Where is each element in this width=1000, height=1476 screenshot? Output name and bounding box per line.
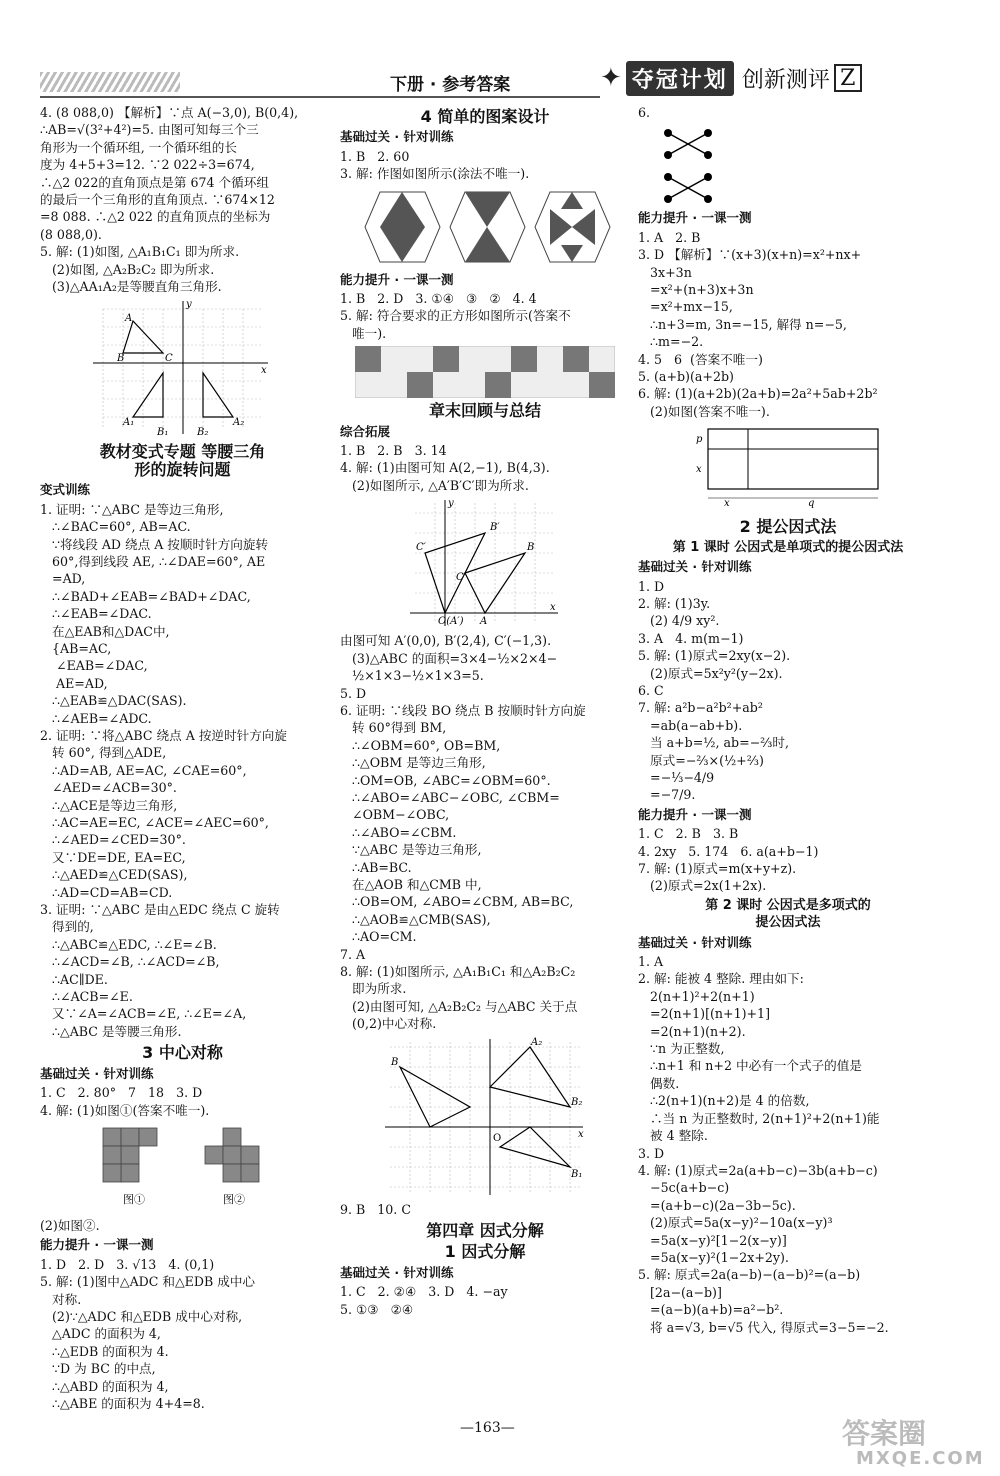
central-symmetry-grid-figure (385, 1037, 585, 1197)
basics-answer-5: 5. 解: (1)原式=2xy(x−2). (2)原式=5x²y²(y−2x). (638, 648, 791, 681)
brand-mark: Z (834, 64, 862, 92)
basics-answer-3: 3. A 4. m(m−1) (638, 630, 744, 646)
section-title-pattern: 4 简单的图案设计 (420, 107, 550, 126)
svg-text:y: y (185, 299, 192, 311)
section-title-line-1: 教材变式专题 等腰三角 (99, 442, 266, 462)
lesson-1-title: 第 1 课时 公因式是单项式的提公因式法 (672, 539, 904, 555)
answer-6-label: 6. (638, 105, 651, 120)
column-2 (340, 104, 630, 1318)
review-answers: 1. B 2. B 3. 14 (340, 443, 447, 459)
rotation-grid-figure (410, 498, 560, 628)
ability-answer-6: 6. 解: (1)(a+2b)(2a+b)=2a²+5ab+2b² (2)如图(答案不唯一). (638, 386, 878, 419)
review-answer-4c: 由图可知 A′(0,0), B′(2,4), C′(−1,3). (3)△ABC 的面积=3×4−½×2×4− ½×1×3−½×1×3=5. (340, 633, 558, 684)
factor-answers-2: 5. ①③ ②④ (340, 1301, 414, 1317)
ability-answer-5: 5. 解: (1)图中△ADC 和△EDB 成中心 对称. (2)∵△ADC 和△EDB 成中心对称, △ADC 的面积为 4, ∴△EDB 的面积为 4. ∵D 为 BC 的中点, ∴△ABD 的面积为 4, ∴△ABE 的面积为 4+4=8. (40, 1274, 256, 1411)
ability-answers: 1. D 2. D 3. √13 4. (0,1) (40, 1256, 215, 1272)
ability-answer-3: 3. D 【解析】∵(x+3)(x+n)=x²+nx+ 3x+3n =x²+(n+3)x+3n =x²+mx−15, ∴n+3=m, 3n=−15, 解得 n=−5, ∴m=−2. (638, 247, 862, 350)
subhead-ability: 能力提升 · 一课一测 (638, 210, 752, 226)
svg-text:p: p (696, 434, 703, 446)
subhead-comprehensive: 综合拓展 (340, 423, 391, 439)
subhead-basics-2: 基础过关 · 针对训练 (638, 934, 752, 950)
column-1 (40, 104, 325, 1412)
proof-3: 3. 证明: ∵△ABC 是由△EDC 绕点 C 旋转 得到的, ∴△ABC≌△EDC, ∴∠E=∠B. ∴∠ACD=∠B, ∴∠ACD=∠B, ∴AC∥DE. ∴∠ACB=∠E. 又∵∠A=∠ACB=∠E, ∴∠E=∠A, ∴△ABC 是等腰三角形. (40, 902, 280, 1039)
ability-answer-5: 5. 解: 符合要求的正方形如图所示(答案不 唯一). (340, 308, 571, 341)
lesson-2-line-1: 第 2 课时 公因式是多项式的 (705, 897, 871, 913)
subhead-ability-2: 能力提升 · 一课一测 (638, 806, 752, 822)
subhead-basics-2: 基础过关 · 针对训练 (340, 1264, 454, 1280)
lesson-2-title (638, 897, 938, 932)
page-number: —163— (460, 1420, 515, 1436)
review-answer-8: 8. 解: (1)如图所示, △A₁B₁C₁ 和△A₂B₂C₂ 即为所求. (2)由图可知, △A₂B₂C₂ 与△ABC 关于点 (0,2)中心对称. (340, 964, 578, 1032)
subhead-basics: 基础过关 · 针对训练 (638, 559, 752, 575)
brand-sub: 创新测评 (741, 67, 830, 93)
svg-text:A: A (480, 616, 488, 628)
subhead-ability: 能力提升 · 一课一测 (340, 271, 454, 287)
ability2-answers-4: 4. 2xy 5. 174 6. a(a+b−1) (638, 843, 819, 859)
header-title: 下册 · 参考答案 (390, 75, 511, 95)
svg-text:A₁: A₁ (122, 417, 134, 429)
subhead-basics: 基础过关 · 针对训练 (340, 129, 454, 145)
bird-icon: ✦ (600, 63, 622, 93)
section-title-factorization: 1 因式分解 (444, 1242, 526, 1262)
section-title-variant (40, 443, 325, 478)
svg-text:C: C (164, 353, 173, 365)
svg-text:x: x (724, 498, 730, 510)
svg-text:B₂: B₂ (571, 1096, 583, 1108)
figure-label-2: 图② (222, 1192, 245, 1206)
watermark-url: MXQE.COM (856, 1448, 985, 1469)
lesson2-answer-2: 2. 解: 能被 4 整除. 理由如下: 2(n+1)²+2(n+1) =2(n+1)[(n+1)+1] =2(n+1)(n+2). ∵n 为正整数, ∴n+1 和 n+2 中必有一个式子的值是 偶数. ∴2(n+1)(n+2)是 4 的倍数, ∴当 n 为正整数时, 2(n+1)²+2(n+1)能 被 4 整除. (638, 971, 880, 1144)
brand (600, 58, 862, 98)
factor-answers: 1. C 2. ②④ 3. D 4. −ay (340, 1284, 508, 1300)
svg-text:B: B (116, 353, 124, 365)
basics-answer-3: 3. 解: 作图如图所示(涂法不唯一). (340, 166, 530, 182)
review-answer-6: 6. 证明: ∵线段 BO 绕点 B 按顺时针方向旋 转 60°得到 BM, ∴∠OBM=60°, OB=BM, ∴△OBM 是等边三角形, ∴OM=OB, ∠ABC=∠OBM=60°. ∴∠ABO=∠ABC−∠OBC, ∠CBM= ∠OBM−∠OBC, ∴∠ABO=∠CBM. ∵△ABC 是等边三角形, ∴AB=BC. 在△AOB 和△CMB 中, ∴OB=OM, ∠ABO=∠CBM, AB=BC, ∴△AOB≌△CMB(SAS), ∴AO=CM. (340, 702, 586, 945)
header-rule (40, 96, 600, 98)
brand-name: 夺冠计划 (626, 61, 734, 96)
basics-answer-1: 1. D (638, 578, 665, 594)
basics-answer-6: 6. C (638, 682, 664, 698)
ability-answer-5: 5. (a+b)(a+2b) (638, 369, 734, 385)
subhead-ability: 能力提升 · 一课一测 (40, 1237, 154, 1253)
matching-dots-figure (658, 125, 718, 205)
svg-text:B₂: B₂ (196, 427, 208, 439)
lesson-2-line-2: 提公因式法 (755, 915, 821, 931)
proof-1: 1. 证明: ∵△ABC 是等边三角形, ∴∠BAC=60°, AB=AC. ∵将线段 AD 绕点 A 按顺时针方向旋转 60°,得到线段 AE, ∴∠DAE=60°, AE =AD, ∴∠BAD+∠EAB=∠BAD+∠DAC, ∴∠EAB=∠DAC. 在△EAB和△DAC中, {AB=AC, ∠EAB=∠DAC, AE=AD, ∴△EAB≌△DAC(SAS). ∴∠AEB=∠ADC. (40, 501, 269, 726)
answer-4: 4. (8 088,0) 【解析】∵点 A(−3,0), B(0,4), ∴AB=√(3²+4²)=5. 由图可知每三个三 角形为一个循环组, 一个循环组的长 度为 4+5+3=12. ∵2 022÷3=674, ∴△2 022的直角顶点是第 674 个循环组 的最后一个三角形的直角顶点. ∵674×12 =8 088. ∴△2 022 的直角顶点的坐标为 (8 088,0). (40, 105, 299, 242)
basics-answers: 1. C 2. 80° 7 18 3. D (40, 1085, 203, 1101)
ability-answers: 1. A 2. B (638, 229, 701, 245)
proof-2: 2. 证明: ∵将△ABC 绕点 A 按逆时针方向旋 转 60°, 得到△ADE, ∴AD=AB, AE=AC, ∠CAE=60°, ∠AED=∠ACB=30°. ∴△ACE是等边三角形, ∴AC=AE=EC, ∠ACE=∠AEC=60°, ∴∠AED=∠CED=30°. 又∵DE=DE, EA=EC, ∴△AED≌△CED(SAS), ∴AD=CD=AB=CD. (40, 727, 287, 900)
basics-answer-7: 7. 解: a²b−a²b²+ab² =ab(a−ab+b). 当 a+b=½, ab=−⅔时, 原式=−⅔×(½+⅔) =−⅓−4/9 =−7/9. (638, 700, 789, 803)
lesson2-answer-1: 1. A (638, 954, 664, 970)
ability2-answer-7: 7. 解: (1)原式=m(x+y+z). (2)原式=2x(1+2x). (638, 861, 797, 894)
svg-text:B: B (391, 1056, 399, 1068)
svg-text:q: q (808, 498, 815, 510)
basics-answers: 1. B 2. 60 (340, 148, 410, 164)
section-title-center-symmetry: 3 中心对称 (142, 1043, 223, 1063)
review-answer-4: 4. 解: (1)由图可知 A(2,−1), B(4,3). (2)如图所示, △A′B′C′即为所求. (340, 460, 550, 493)
review-answer-7: 7. A (340, 946, 366, 962)
subhead-variant: 变式训练 (40, 482, 91, 498)
svg-text:x: x (696, 464, 702, 476)
ability-answers: 1. B 2. D 3. ①④ ③ ② 4. 4 (340, 291, 537, 307)
chapter-4-title: 第四章 因式分解 (426, 1221, 544, 1241)
svg-text:B₁: B₁ (571, 1168, 583, 1180)
header-stripe (40, 72, 180, 92)
cross-shapes-figure (83, 1123, 283, 1213)
review-answer-5: 5. D (340, 685, 367, 701)
rectangle-area-figure (688, 424, 888, 514)
lesson2-answer-4: 4. 解: (1)原式=2a(a+b−c)−3b(a+b−c) −5c(a+b−c) =(a+b−c)(2a−3b−5c). (2)原式=5a(x−y)²−10a(x−y)³ =5a(x−y)²[1−2(x−y)] =5a(x−y)²(1−2x+2y). (638, 1162, 878, 1265)
triangle-grid-figure (93, 299, 273, 439)
svg-text:B: B (527, 542, 535, 554)
svg-text:A₂: A₂ (232, 417, 244, 429)
review-answer-9: 9. B 10. C (340, 1201, 411, 1217)
lesson2-answer-5: 5. 解: 原式=2a(a−b)−(a−b)²=(a−b) [2a−(a−b)] =(a−b)(a+b)=a²−b². 将 a=√3, b=√5 代入, 得原式=3−5=−2. (638, 1267, 889, 1335)
svg-text:C′: C′ (416, 542, 426, 554)
svg-text:x: x (550, 602, 556, 614)
watermark-logo: 答案圈 (842, 1417, 927, 1450)
svg-text:y: y (448, 498, 454, 510)
svg-text:B₁: B₁ (156, 427, 168, 439)
answer-5: 5. 解: (1)如图, △A₁B₁C₁ 即为所求. (2)如图, △A₂B₂C₂ 即为所求. (3)△AA₁A₂是等腰直角三角形. (40, 244, 240, 295)
subhead-basics: 基础过关 · 针对训练 (40, 1065, 154, 1081)
svg-text:O: O (493, 1132, 502, 1144)
page-header (0, 0, 1000, 100)
figure-label-1: 图① (122, 1192, 145, 1206)
lesson2-answer-3: 3. D (638, 1145, 665, 1161)
hexagon-patterns-figure (350, 187, 620, 267)
section-title-line-2: 形的旋转问题 (134, 459, 231, 479)
ability-answer-4: 4. 5 6 (答案不唯一) (638, 351, 763, 367)
brand-logo (600, 61, 734, 96)
column-3 (638, 104, 938, 1336)
svg-text:O(A′): O(A′) (438, 616, 464, 628)
svg-text:x: x (260, 365, 267, 377)
svg-text:A₂: A₂ (531, 1036, 543, 1048)
basics-answer-4b: (2)如图②. (40, 1217, 100, 1233)
svg-text:x: x (578, 1128, 584, 1140)
svg-text:C: C (456, 572, 464, 584)
basics-answer-2: 2. 解: (1)3y. (2) 4/9 xy². (638, 595, 720, 629)
square-pattern-figure (355, 346, 615, 398)
review-title: 章末回顾与总结 (428, 401, 541, 421)
basics-answer-4: 4. 解: (1)如图①(答案不唯一). (40, 1102, 210, 1118)
section-title-common-factor: 2 提公因式法 (739, 517, 837, 537)
svg-text:A: A (124, 313, 132, 325)
ability2-answers: 1. C 2. B 3. B (638, 826, 739, 842)
svg-text:B′: B′ (490, 522, 500, 534)
